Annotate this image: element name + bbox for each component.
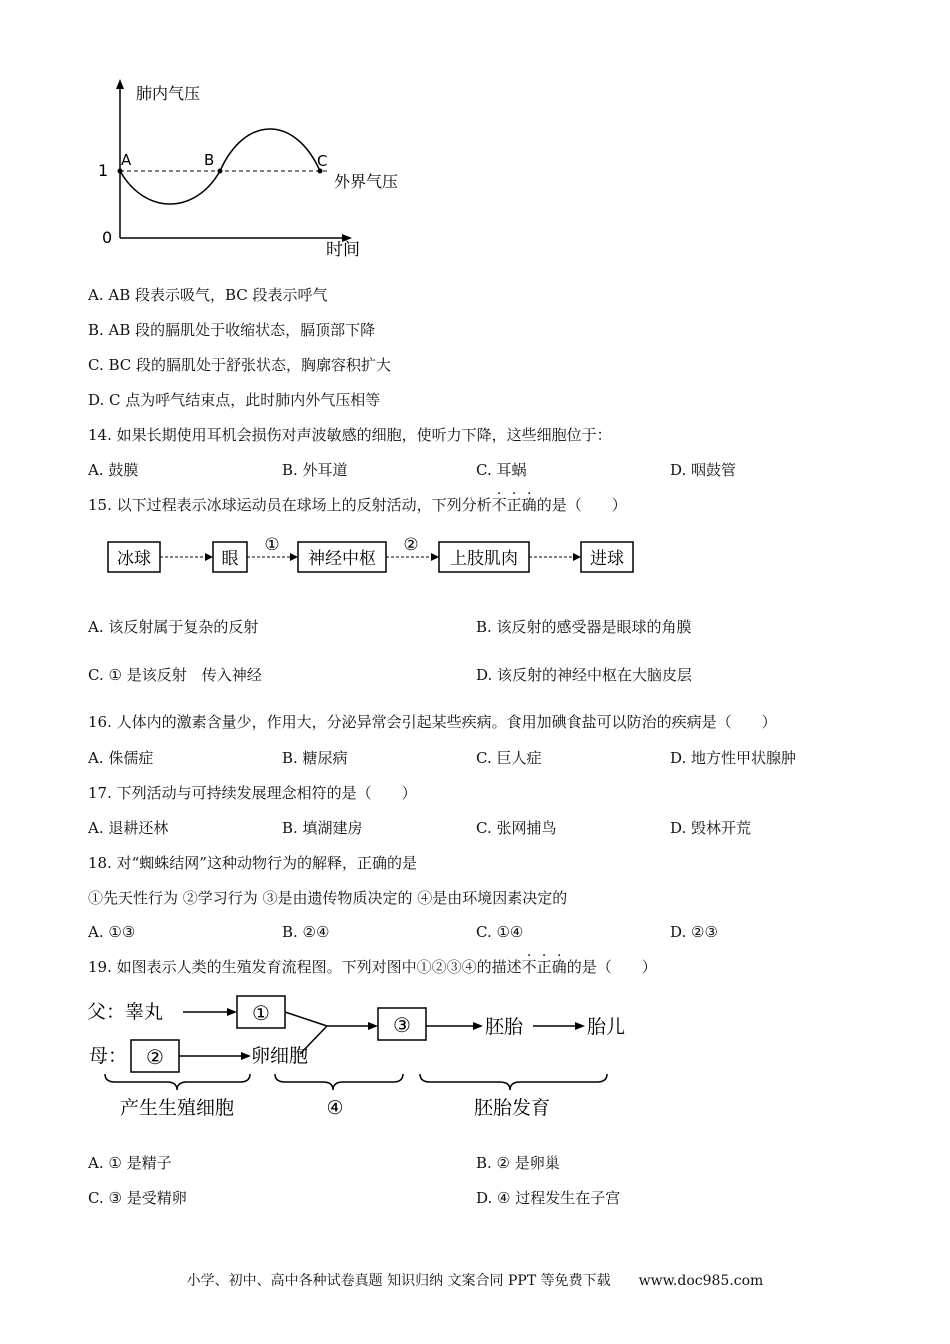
- mother-label: 母：: [89, 1045, 128, 1067]
- q18-items: ①先天性行为 ②学习行为 ③是由遗传物质决定的 ④是由环境因素决定的: [88, 889, 568, 907]
- label-4: ④: [326, 1097, 344, 1119]
- q17-option-d: D. 毁林开荒: [670, 819, 752, 837]
- q13-option-b: B. AB 段的膈肌处于收缩状态，膈顶部下降: [88, 321, 376, 339]
- point-a: A: [121, 151, 132, 169]
- q19-option-a: A. ① 是精子: [88, 1154, 172, 1172]
- flow-arm-muscle: 上肢肌肉: [450, 549, 518, 569]
- box-2: ②: [146, 1045, 164, 1069]
- tick-0: 0: [102, 228, 113, 247]
- point-b: B: [204, 151, 215, 169]
- q18-option-b: B. ②④: [282, 923, 330, 941]
- q14-option-c: C. 耳蜗: [476, 461, 527, 479]
- q15-stem: 15. 以下过程表示冰球运动员在球场上的反射活动，下列分析不正确的是（ ）: [88, 496, 627, 514]
- embryo: 胚胎: [485, 1016, 524, 1038]
- q17-option-b: B. 填湖建房: [282, 819, 363, 837]
- flow-goal: 进球: [590, 549, 624, 569]
- q19-option-b: B. ② 是卵巢: [476, 1154, 560, 1172]
- q15-option-c: C. ① 是该反射 传入神经: [88, 666, 262, 684]
- q18-option-d: D. ②③: [670, 923, 718, 941]
- pressure-graph: [90, 75, 420, 260]
- q19-option-d: D. ④ 过程发生在子宫: [476, 1189, 621, 1207]
- q18-option-a: A. ①③: [88, 923, 136, 941]
- q19-stem: 19. 如图表示人类的生殖发育流程图。下列对图中①②③④的描述不正确的是（ ）: [88, 958, 657, 976]
- fetus: 胎儿: [587, 1016, 626, 1038]
- q13-option-c: C. BC 段的膈肌处于舒张状态，胸廓容积扩大: [88, 356, 392, 374]
- tick-1: 1: [98, 161, 109, 180]
- point-c: C: [317, 152, 328, 170]
- q15-option-a: A. 该反射属于复杂的反射: [88, 618, 259, 636]
- q15-option-b: B. 该反射的感受器是眼球的角膜: [476, 618, 692, 636]
- box-1: ①: [252, 1001, 270, 1025]
- q14-option-a: A. 鼓膜: [88, 461, 139, 479]
- q13-option-d: D. C 点为呼气结束点，此时肺内外气压相等: [88, 391, 381, 409]
- father-testis: 父：睾丸: [87, 1001, 164, 1023]
- x-axis-label: 时间: [326, 240, 360, 260]
- y-axis-label: 肺内气压: [136, 84, 201, 103]
- q13-option-a: A. AB 段表示吸气，BC 段表示呼气: [88, 286, 328, 304]
- q16-option-a: A. 侏儒症: [88, 749, 154, 767]
- q16-option-b: B. 糖尿病: [282, 749, 348, 767]
- label-produce-gametes: 产生生殖细胞: [119, 1097, 235, 1119]
- egg-cell: 卵细胞: [251, 1045, 309, 1067]
- flow-puck: 冰球: [117, 549, 151, 569]
- q16-option-c: C. 巨人症: [476, 749, 542, 767]
- q18-stem: 18. 对“蜘蛛结网”这种动物行为的解释，正确的是: [88, 854, 417, 872]
- q17-option-a: A. 退耕还林: [88, 819, 169, 837]
- flow-eye: 眼: [221, 549, 239, 569]
- q14-stem: 14. 如果长期使用耳机会损伤对声波敏感的细胞，使听力下降，这些细胞位于：: [88, 426, 612, 444]
- q14-option-b: B. 外耳道: [282, 461, 348, 479]
- outer-pressure-label: 外界气压: [334, 172, 399, 191]
- flow-mark-1: ①: [264, 535, 280, 555]
- reflex-flowchart: [100, 530, 645, 580]
- q17-stem: 17. 下列活动与可持续发展理念相符的是（ ）: [88, 784, 417, 802]
- q16-stem: 16. 人体内的激素含量少，作用大，分泌异常会引起某些疾病。食用加碘食盐可以防治的疾病是（ ）: [88, 713, 777, 731]
- q18-option-c: C. ①④: [476, 923, 524, 941]
- flow-mark-2: ②: [403, 535, 419, 555]
- label-embryo-development: 胚胎发育: [473, 1097, 551, 1119]
- flow-nerve-center: 神经中枢: [308, 549, 376, 569]
- page-footer: 小学、初中、高中各种试卷真题 知识归纳 文案合同 PPT 等免费下载 www.doc985.com: [186, 1273, 764, 1289]
- q17-option-c: C. 张网捕鸟: [476, 819, 557, 837]
- q14-option-d: D. 咽鼓管: [670, 461, 737, 479]
- q19-option-c: C. ③ 是受精卵: [88, 1189, 187, 1207]
- box-3: ③: [393, 1013, 411, 1037]
- reproduction-flowchart: [85, 990, 645, 1125]
- q16-option-d: D. 地方性甲状腺肿: [670, 749, 797, 767]
- q15-option-d: D. 该反射的神经中枢在大脑皮层: [476, 666, 693, 684]
